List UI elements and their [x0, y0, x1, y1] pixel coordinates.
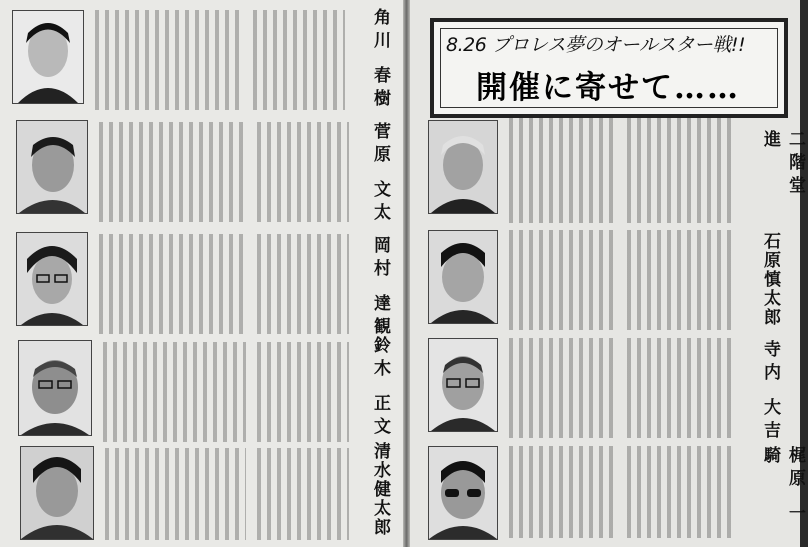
- essay-text-block: [506, 118, 616, 223]
- contributor-name: 清水健太郎: [370, 442, 390, 537]
- contributor-name: 角川 春樹: [370, 8, 390, 112]
- essay-text-block: [254, 448, 349, 540]
- essay-text-block: [624, 230, 734, 330]
- essay-text-block: [254, 234, 349, 334]
- left-page: [0, 0, 403, 547]
- contributor-name: 寺内 大吉: [760, 340, 780, 444]
- portrait-photo-icon: [16, 232, 88, 326]
- essay-text-block: [624, 118, 734, 223]
- portrait-photo-icon: [428, 230, 498, 324]
- essay-text-block: [250, 10, 345, 110]
- contributor-name: 鈴木 正文: [370, 336, 390, 440]
- portrait-photo-icon: [428, 446, 498, 540]
- page-gutter: [403, 0, 410, 547]
- contributor-name: 梶原 一騎: [760, 446, 805, 527]
- portrait-photo-icon: [428, 338, 498, 432]
- essay-text-block: [254, 122, 349, 222]
- contributor-name: 石原慎太郎: [760, 232, 780, 327]
- essay-text-block: [506, 230, 616, 330]
- essay-text-block: [96, 234, 246, 334]
- essay-text-block: [254, 342, 349, 442]
- header-subtitle: 8.26 プロレス夢のオールスター戦!!: [446, 34, 746, 56]
- essay-text-block: [92, 10, 242, 110]
- essay-text-block: [102, 448, 246, 540]
- essay-text-block: [506, 338, 616, 438]
- header-title: 開催に寄せて……: [476, 70, 740, 106]
- portrait-photo-icon: [12, 10, 84, 104]
- essay-text-block: [624, 446, 734, 538]
- essay-text-block: [100, 342, 246, 442]
- contributor-name: 二階堂 進: [760, 130, 805, 199]
- portrait-photo-icon: [20, 446, 94, 540]
- portrait-photo-icon: [428, 120, 498, 214]
- header-box: [430, 18, 788, 118]
- contributor-name: 岡村 達観: [370, 236, 390, 340]
- portrait-photo-icon: [18, 340, 92, 436]
- essay-text-block: [96, 122, 246, 222]
- essay-text-block: [506, 446, 616, 538]
- portrait-photo-icon: [16, 120, 88, 214]
- contributor-name: 菅原 文太: [370, 122, 390, 226]
- essay-text-block: [624, 338, 734, 438]
